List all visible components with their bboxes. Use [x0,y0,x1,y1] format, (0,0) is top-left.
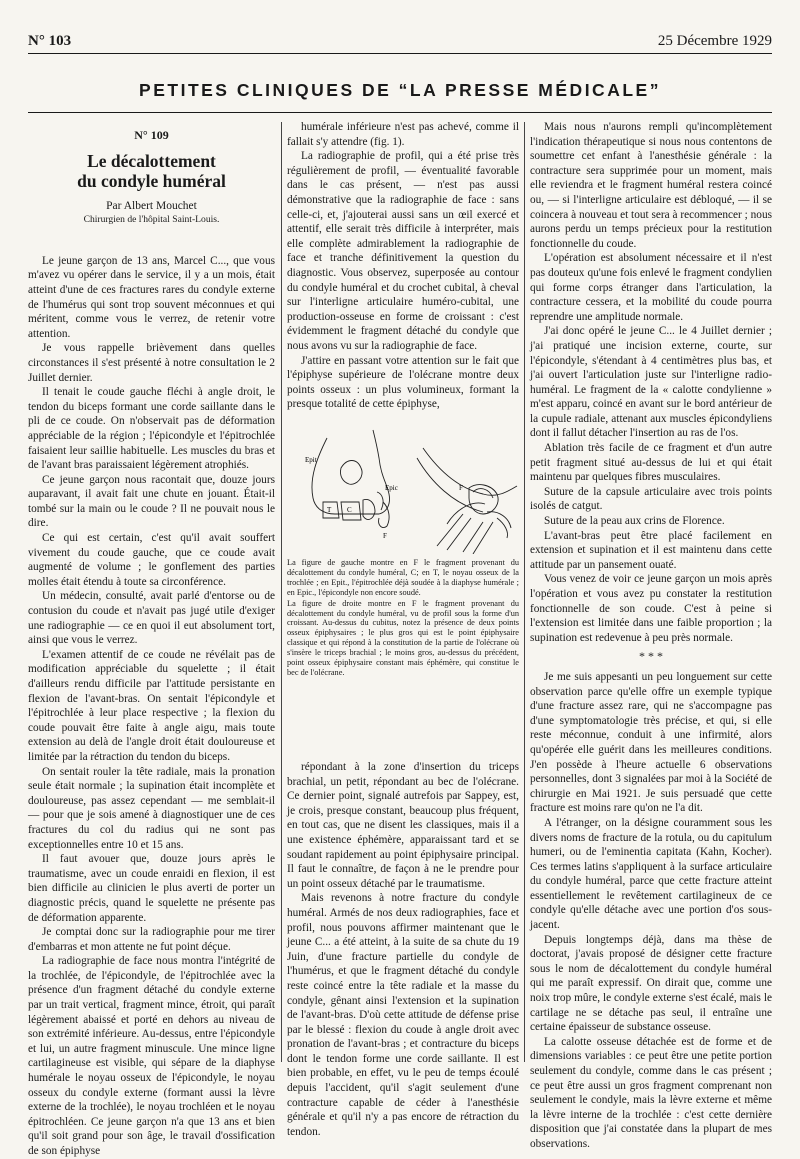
col1-paragraph: L'examen attentif de ce coude ne révélait pas de modification appréciable du squelette ; il était d'ailleurs rendu difficile par l'attitude persistante en flexion de l'avant-bras. On sentait l'épicondyle et l'épitrochlée à leur place respective ; la flexion du coude pouvait être faite à angle aigu, mais toute extension au delà de l'angle droit était douloureuse et limitée par la rétraction du tendon du biceps. [28,648,275,763]
column-2-continued [287,760,519,1139]
label-t: T [327,506,332,514]
article-title-line1: Le décalottement [87,150,216,171]
col2b-paragraph: Mais revenons à notre fracture du condyle huméral. Armés de nos deux radiographies, face et profil, nous pouvons affirmer maintenant que le jeune C... a été atteint, à la suite de sa chute du 19 Juin, d'une fracture partielle du condyle de l'humérus, et que le fragment détaché du condyle reste coincé entre la tête radiale et la masse du condyle, gênant ainsi l'extension et la supination de l'avant-bras. D'où cette attitude de défense prise par le blessé : flexion du coude à angle droit avec pronation de l'avant-bras ; et contracture du biceps dont le tendon forme une corde saillante. Il est bien probable, en effet, vu le peu de temps écoulé depuis l'accident, qu'il s'agit seulement d'une contracture capable de céder à l'anesthésie générale et qu'il n'y a pas encore de rétraction du tendon. [287,892,519,1138]
column-2-text [287,120,519,412]
label-f-profile: F [459,484,463,492]
column-1-text [28,254,275,1159]
label-f: F [383,532,387,540]
col1-paragraph: La radiographie de face nous montra l'intégrité de la trochlée, de l'épicondyle, de l'épitrochlée avec la présence d'un fragment détaché du condyle externe par un trait vertical, fragment mince, étroit, qui paraît légèrement abaissé et porté en dehors au niveau de son extrémité inférieure. Au-dessus, entre l'épicondyle et lui, un autre fragment minuscule. Une mince ligne cartilagineuse est visible, qui sépare de la diaphyse humérale le noyau osseux de l'épicondyle, le noyau osseux du condyle externe (formant aussi la lèvre externe de la trochlée), le noyau trochléen et le noyau épitrochléen. Ce jeune garçon n'a que 13 ans et bien qu'il soit grand pour son âge, le travail d'ossification de son épiphyse [28,955,275,1157]
col3a-paragraph: Suture de la peau aux crins de Florence. [544,515,725,528]
issue-date: 25 Décembre 1929 [657,33,772,49]
column-3 [530,120,772,1152]
col1-paragraph: Je vous rappelle brièvement dans quelles circonstances il s'est présenté à notre consultation le 2 Juillet dernier. [28,342,275,384]
section-title: PETITES CLINIQUES DE “LA PRESSE MÉDICALE” [139,80,661,100]
col1-paragraph: Il tenait le coude gauche fléchi à angle droit, le tendon du biceps formant une corde saillante dans le pli de ce coude. On n'observait pas de déformation appréciable de la région ; l'épicondyle et l'épitrochlée faisaient leur saillie habituelle. Les muscles du bras et de l'avant bras paraissaient légèrement atrophiés. [28,386,275,472]
column-divider-2 [524,122,525,1062]
label-epic: Epic [385,484,398,492]
col1-paragraph: On sentait rouler la tête radiale, mais la pronation seule était normale ; la supination était incomplète et douloureuse, pas assez cependant — me semblait-il — pour que je sois amené à diagnostiquer une de ces fractures du col du radius qui ne sont pas exceptionnelles entre 10 et 15 ans. [28,765,275,851]
column-3-text-a [530,120,772,645]
col3a-paragraph: L'opération est absolument nécessaire et il n'est pas douteux qu'une fois enlevé le fragment condylien qui forme corps étranger dans l'articulation, la contracture cessera, et la mobilité du coude pourra reprendre une amplitude normale. [530,252,772,323]
column-2 [287,120,519,412]
col2-paragraph: humérale inférieure n'est pas achevé, comme il fallait s'y attendre (fig. 1). [287,121,519,148]
col3a-paragraph: Mais nous n'aurons rempli qu'incomplètement l'indication thérapeutique si nous nous contentons de soumettre cet enfant à l'anesthésie générale : la contracture sera supprimée pour un moment, mais elle reviendra et le fragment huméral restera coincé ou, — si l'interligne articulaire est débloqué, — il se coincera à nouveau et tout sera à recommencer ; nous aurons perdu un temps précieux pour la restitution fonctionnelle du coude. [530,121,772,250]
profile-view-diagram [417,448,517,554]
affiliation: Chirurgien de l'hôpital Saint-Louis. [83,214,220,226]
col1-paragraph: Le jeune garçon de 13 ans, Marcel C..., que vous m'avez vu opérer dans le service, il y a un mois, était atteint d'une de ces fractures rares du condyle externe de l'humérus qui sont trop souvent méconnues et qui méritent, comme vous le verrez, de retenir votre attention. [28,254,275,340]
col2-paragraph: La radiographie de profil, qui a été prise très régulièrement de profil, — éventualité favorable dans le cas présent, — n'est pas aussi démonstrative que la radiographie de face : sans celle-ci, et, j'ajouterai aussi sans un œil exercé et attentif, elle serait très difficile à interpréter, mais elle complète admirablement la radiographie de face et tranche définitivement la question du diagnostic. Vous observez, superposée au contour du condyle huméral et du crochet cubital, à cheval sur l'interligne articulaire huméro-cubital, une production-osseuse en forme de croissant : c'est évidemment le fragment détaché du condyle que nous avons vu sur la radiographie de face. [287,150,519,352]
caption-paragraph: La figure de droite montre en F le fragment provenant du décalottement du condyle huméral, vu de profil sous la forme d'un croissant. Au-dessus du cubitus, notez la présence de deux points osseux épiphysaires ; le plus gros qui est le point épiphysaire classique et qui répond à la constitution de la partie de l'olécrane où s'insère le triceps brachial ; le moins gros, au-dessus du précédent, point osseux épiphysaire constant mais éphémère, qui constitue le bec de l'olécrane. [287,598,519,677]
label-c: C [347,506,352,514]
issue-number: N° 103 [28,33,72,49]
col1-paragraph: Il faut avouer que, douze jours après le traumatisme, avec un coude enraidi en flexion, il est bien difficile au clinicien le plus averti de porter un diagnostic précis, quand le squelette ne présente pas de déformation apparente. [28,853,275,924]
column-divider-1 [281,122,282,1062]
column-1 [28,120,275,1159]
col2-paragraph: J'attire en passant votre attention sur le fait que l'épiphyse supérieure de l'olécrane montre deux points osseux : un plus volumineux, formant la presque totalité de cette épiphyse, [287,354,519,411]
col2b-paragraph: répondant à la zone d'insertion du triceps brachial, un petit, répondant au bec de l'olécrane. Ce dernier point, signalé autrefois par Sappey, est, je crois, presque constant, beaucoup plus fréquent, en tout cas, que ne disent les classiques, mais il a une existence éphémère, apparaissant tard et se soudant rapidement au point épiphysaire principal. Il faut le connaître, de façon à ne le prendre pour un point osseux détaché par le traumatisme. [287,761,519,890]
col3a-paragraph: L'avant-bras peut être placé facilement en extension et supination et il est maintenu dans cette attitude par un pansement ouaté. [530,529,772,571]
col3a-paragraph: Ablation très facile de ce fragment et d'un autre petit fragment situé au-dessus de lui et qui était maintenu par quelques fibres musculaires. [530,442,772,484]
col3a-paragraph: Vous venez de voir ce jeune garçon un mois après l'opération et vous avez pu constater la restitution fonctionnelle de son coude. C'est à peine si l'extension est limitée dans une faible proportion ; la supination est redevenue à peu près normale. [530,573,772,644]
col3b-paragraph: Depuis longtemps déjà, dans ma thèse de doctorat, j'avais proposé de désigner cette fracture sous le nom de décalottement du condyle huméral qui me paraît expressif. On dirait que, comme une noix trop mûre, le condyle externe s'est écalé, mais le cartilage ne se détache pas seul, il entraîne une certaine épaisseur de substance osseuse. [530,933,772,1034]
article-title-line2: du condyle huméral [77,170,226,191]
col3a-paragraph: J'ai donc opéré le jeune C... le 4 Juillet dernier ; j'ai pratiqué une incision externe, courte, sur l'épicondyle, s'étendant à 4 centimètres plus bas, et j'ai ouvert l'articulation juste sur l'interligne radio-huméral. Le fragment de la « calotte condylienne » m'est apparu, coincé en avant sur le bord antérieur de la cupule radiale, attenant aux muscles épicondyliens dont il fallut détacher l'insertion au ras de l'os. [530,325,772,440]
xray-figure [287,428,519,554]
figure-caption [287,558,519,679]
col3b-paragraph: A l'étranger, on la désigne couramment sous les divers noms de fracture de la rotula, ou du capitulum humeri, ou de l'eminentia capitata (Kahn, Kocher). Ces termes latins s'appliquent à la surface articulaire du condyle huméral, parce que cette fracture atteint essentiellement le revêtement cartilagineux de ce condyle qu'elle détache avec une portion d'os sous-jacent. [530,816,772,932]
article-title [28,151,275,191]
section-separator: * * * [639,649,663,664]
label-epit: Epit [305,456,317,464]
page-header [28,28,772,54]
col1-paragraph: Ce qui est certain, c'est qu'il avait souffert vivement du coude gauche, que ce coude avait augmenté de volume ; le gonflement des parties molles était étendu à toute sa circonférence. [28,532,275,588]
col3a-paragraph: Suture de la capsule articulaire avec trois points isolés de catgut. [530,485,772,513]
column-3-text-b [530,670,772,1152]
col1-paragraph: Ce jeune garçon nous racontait que, douze jours auparavant, il avait fait une chute en jouant. Était-il tombé sur la main ou le coude ? Il ne pouvait nous le dire. [28,473,275,530]
byline: Par Albert Mouchet [106,199,197,212]
col3b-paragraph: La calotte osseuse détachée est de forme et de dimensions variables : ce peut être une petite portion seulement du condyle, comme dans le cas présent ; ce peut être aussi un gros fragment comprenant non seulement le condyle, mais la lèvre externe et même la lèvre interne de la trochlée : c'est cette dernière disposition que j'ai constatée dans la plupart de mes observations. [530,1035,772,1150]
article-number: N° 109 [134,128,169,142]
col3b-paragraph: Je me suis appesanti un peu longuement sur cette observation parce qu'elle offre un exemple typique d'une fracture assez rare, qui ne s'accompagne pas d'une symptomatologie très précise, et qui, si elle reste méconnue, conduit à une infirmité, alors qu'opérée elle guérit dans les meilleures conditions. J'en possède à l'heure actuelle 6 observations personnelles, dont 3 signalées par moi à la Société de chirurgie en Mai 1921. Je suis persuadé que cette fracture est moins rare qu'on ne l'a dit. [530,670,772,815]
col1-paragraph: Un médecin, consulté, avait parlé d'entorse ou de contusion du coude et n'avait pas jugé utile d'exiger une radiographie — ce en quoi il eut absolument tort, ainsi que vous le verrez. [28,590,275,647]
col1-paragraph: Je comptai donc sur la radiographie pour me tirer d'embarras et mon attente ne fut point déçue. [28,926,275,953]
caption-paragraph: La figure de gauche montre en F le fragment provenant du décalottement du condyle huméral, C; en T, le noyau osseux de la trochlée ; en Epit., l'épitrochlée déjà soudée à la diaphyse humérale ; en Epic., l'épicondyle non encore soudé. [287,558,519,597]
title-rule [28,112,772,113]
